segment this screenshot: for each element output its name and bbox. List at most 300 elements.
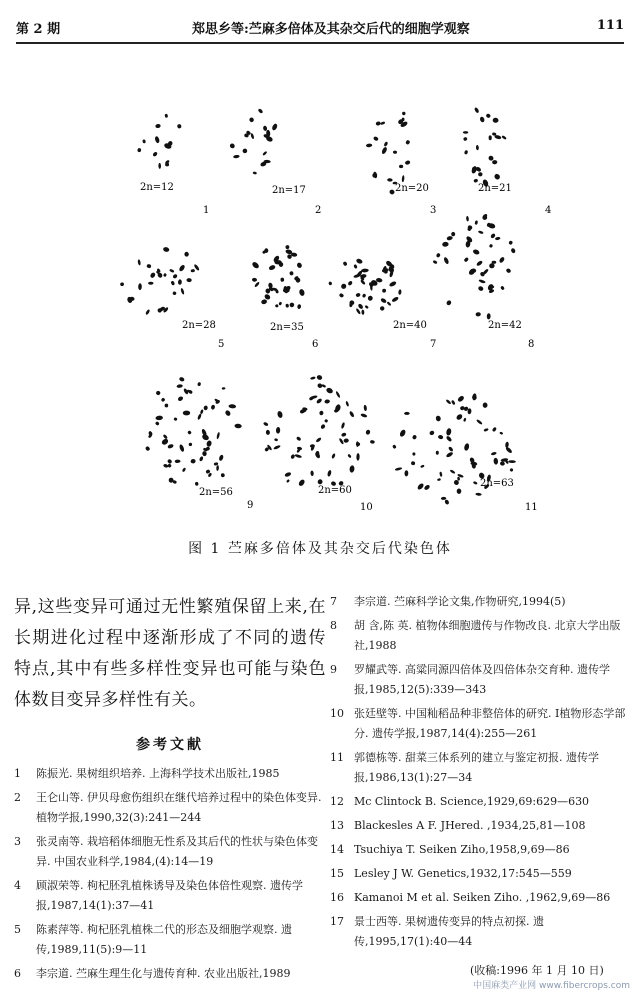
chromosome-mark (340, 283, 347, 290)
chromosome-mark (199, 456, 204, 462)
chromosome-panel-9 (145, 376, 254, 511)
chromosome-mark (158, 163, 161, 169)
chromosome-mark (183, 411, 190, 416)
chromosome-mark (370, 440, 375, 444)
chromosome-mark (347, 454, 351, 459)
chromosome-mark (197, 382, 201, 386)
chromosome-mark (487, 313, 491, 319)
chromosome-mark (479, 116, 485, 123)
chromosome-mark (327, 470, 332, 477)
chromosome-panel-7 (328, 258, 436, 350)
chromosome-mark (393, 150, 397, 154)
chromosome-mark (474, 107, 480, 114)
chromosome-mark (145, 446, 151, 452)
chromosome-mark (197, 413, 202, 420)
chromosome-count-label: 2n=60 (318, 485, 352, 496)
chromosome-mark (178, 279, 182, 285)
chromosome-count-label: 2n=40 (393, 320, 427, 331)
chromosome-mark (380, 306, 385, 311)
chromosome-mark (366, 143, 373, 147)
chromosome-mark (492, 160, 498, 165)
reference-number: 4 (14, 879, 21, 892)
chromosome-mark (451, 232, 455, 237)
reference-number: 17 (330, 915, 344, 928)
chromosome-mark (278, 301, 282, 305)
chromosome-mark (491, 452, 497, 456)
chromosome-mark (423, 484, 430, 491)
chromosome-mark (435, 415, 441, 422)
reference-item (330, 912, 630, 952)
chromosome-mark (341, 432, 347, 437)
chromosome-mark (155, 390, 160, 395)
chromosome-mark (216, 465, 219, 471)
chromosome-mark (195, 482, 199, 486)
chromosome-mark (389, 280, 397, 287)
chromosome-mark (190, 269, 195, 273)
chromosome-mark (457, 488, 462, 493)
chromosome-mark (489, 263, 495, 268)
chromosome-mark (173, 417, 177, 421)
chromosome-mark (399, 429, 407, 438)
panel-number: 10 (360, 502, 373, 513)
chromosome-mark (296, 436, 302, 441)
references-heading: 参考文献 (136, 737, 204, 753)
chromosome-mark (286, 479, 290, 483)
reference-item (14, 964, 326, 984)
panel-number: 3 (430, 205, 437, 216)
chromosome-mark (154, 136, 160, 144)
chromosome-mark (206, 440, 212, 447)
reference-text: 张廷壁等. 中国籼稻品种非整倍体的研究. Ⅰ植物形态学部分. 遗传学报,1987,14(4):255—261 (354, 707, 626, 740)
chromosome-mark (478, 279, 486, 284)
chromosome-mark (280, 277, 284, 281)
chromosome-mark (355, 292, 361, 297)
chromosome-count-label: 2n=63 (480, 478, 514, 489)
chromosome-mark (273, 445, 281, 451)
chromosome-mark (356, 453, 359, 461)
chromosome-panel-2 (229, 108, 321, 216)
chromosome-mark (228, 404, 236, 409)
chromosome-mark (451, 400, 456, 406)
chromosome-mark (189, 443, 192, 446)
chromosome-mark (165, 404, 169, 408)
chromosome-mark (463, 257, 469, 263)
chromosome-mark (446, 451, 454, 458)
chromosome-mark (179, 444, 185, 452)
panel-number: 7 (430, 339, 437, 350)
panel-number: 5 (218, 339, 225, 350)
chromosome-mark (505, 442, 509, 449)
chromosome-mark (495, 236, 501, 240)
body-paragraph: 异,这些变异可通过无性繁殖保留上来,在长期进化过程中逐渐形成了不同的遗传特点,其中有些多样性变异也可能与染色体数目变异多样性有关。 (14, 597, 326, 710)
chromosome-mark (474, 220, 478, 225)
panel-number: 6 (312, 339, 319, 350)
reference-number: 1 (14, 767, 21, 780)
chromosome-mark (437, 478, 441, 481)
figure-caption: 图 1 苎麻多倍体及其杂交后代染色体 (188, 541, 452, 557)
page-number: 111 (596, 18, 624, 33)
reference-number: 10 (330, 707, 344, 720)
chromosome-mark (448, 446, 454, 452)
reference-number: 3 (14, 835, 21, 848)
chromosome-mark (274, 438, 278, 441)
chromosome-mark (319, 410, 324, 415)
chromosome-mark (172, 273, 178, 279)
chromosome-mark (455, 413, 463, 421)
chromosome-figure (0, 50, 640, 530)
chromosome-mark (429, 430, 435, 436)
chromosome-mark (277, 410, 284, 418)
chromosome-mark (345, 401, 349, 407)
chromosome-mark (387, 178, 393, 182)
reference-item (14, 788, 326, 828)
chromosome-mark (485, 113, 491, 118)
chromosome-mark (249, 117, 255, 123)
panel-number: 9 (247, 500, 254, 511)
chromosome-figure-svg (0, 50, 640, 530)
chromosome-mark (411, 461, 415, 465)
chromosome-mark (446, 236, 453, 241)
chromosome-mark (224, 409, 231, 416)
chromosome-mark (216, 432, 220, 440)
chromosome-mark (404, 470, 408, 476)
chromosome-mark (500, 285, 505, 290)
chromosome-panel-10 (263, 374, 375, 513)
reference-item (330, 888, 630, 908)
chromosome-mark (477, 285, 484, 291)
chromosome-count-label: 2n=35 (270, 322, 304, 333)
received-date: (收稿:1996 年 1 月 10 日) (470, 964, 604, 977)
chromosome-mark (441, 497, 447, 500)
chromosome-mark (349, 411, 355, 418)
references-list-left (14, 764, 326, 984)
chromosome-mark (177, 124, 182, 129)
chromosome-mark (170, 280, 175, 285)
chromosome-mark (386, 301, 391, 306)
chromosome-mark (297, 304, 302, 309)
chromosome-mark (508, 240, 513, 245)
chromosome-mark (161, 438, 170, 446)
chromosome-mark (476, 260, 483, 267)
chromosome-mark (137, 259, 141, 265)
chromosome-mark (284, 471, 292, 477)
chromosome-mark (353, 264, 357, 269)
chromosome-mark (446, 428, 452, 436)
chromosome-mark (190, 458, 196, 464)
chromosome-mark (505, 268, 511, 274)
chromosome-mark (310, 470, 314, 476)
left-column (14, 592, 326, 988)
chromosome-mark (478, 230, 484, 234)
chromosome-mark (268, 264, 276, 271)
chromosome-mark (463, 131, 468, 134)
chromosome-mark (417, 482, 425, 490)
chromosome-mark (476, 419, 483, 425)
chromosome-mark (493, 173, 501, 181)
chromosome-mark (420, 464, 425, 468)
chromosome-mark (167, 463, 172, 468)
chromosome-panel-8 (433, 213, 535, 350)
chromosome-mark (383, 141, 388, 147)
chromosome-mark (314, 451, 321, 459)
chromosome-mark (399, 165, 403, 169)
reference-item (330, 816, 630, 836)
chromosome-mark (263, 125, 268, 131)
chromosome-mark (382, 289, 386, 293)
chromosome-mark (489, 244, 493, 248)
reference-number: 9 (330, 663, 337, 676)
chromosome-mark (342, 261, 347, 266)
chromosome-mark (361, 309, 364, 314)
reference-text: Tsuchiya T. Seiken Ziho,1958,9,69—86 (354, 843, 570, 856)
panel-number: 4 (545, 205, 552, 216)
chromosome-count-label: 2n=20 (395, 183, 429, 194)
chromosome-mark (233, 155, 240, 159)
chromosome-mark (476, 145, 479, 150)
chromosome-mark (200, 409, 204, 414)
chromosome-mark (148, 282, 153, 285)
chromosome-mark (179, 376, 185, 382)
reference-text: 李宗道. 苎麻科学论文集,作物研究,1994(5) (354, 595, 566, 608)
chromosome-mark (324, 419, 328, 423)
chromosome-mark (187, 430, 192, 435)
chromosome-mark (360, 413, 367, 418)
chromosome-mark (316, 398, 323, 405)
chromosome-mark (289, 302, 295, 308)
chromosome-mark (320, 424, 326, 430)
chromosome-mark (298, 479, 306, 487)
chromosome-mark (120, 282, 125, 286)
chromosome-mark (466, 216, 469, 222)
chromosome-mark (296, 262, 303, 269)
chromosome-mark (392, 444, 397, 449)
chromosome-mark (167, 458, 173, 464)
chromosome-mark (362, 293, 367, 298)
chromosome-count-label: 2n=28 (182, 320, 216, 331)
reference-number: 2 (14, 791, 21, 804)
chromosome-mark (375, 121, 381, 126)
running-title: 郑思乡等:苎麻多倍体及其杂交后代的细胞学观察 (192, 22, 470, 37)
chromosome-mark (500, 461, 505, 466)
reference-text: Lesley J W. Genetics,1932,17:545—559 (354, 867, 572, 880)
reference-number: 5 (14, 923, 21, 936)
reference-text: 张灵南等. 栽培稻体细胞无性系及其后代的性状与染色体变异. 中国农业科学,1984,(4):14—19 (36, 835, 318, 868)
chromosome-mark (464, 150, 468, 155)
chromosome-mark (328, 281, 332, 285)
chromosome-mark (490, 233, 496, 239)
chromosome-mark (294, 454, 302, 459)
chromosome-mark (234, 424, 241, 429)
chromosome-count-label: 2n=17 (272, 185, 306, 196)
chromosome-mark (355, 442, 360, 447)
reference-text: 景士西等. 果树遗传变异的特点初探. 遗传,1995,17(1):40—44 (354, 915, 544, 948)
reference-text: 胡 含,陈 英. 植物体细胞遗传与作物改良. 北京大学出版社,1988 (354, 619, 621, 652)
chromosome-mark (355, 308, 361, 315)
chromosome-mark (276, 427, 281, 434)
chromosome-mark (446, 299, 452, 306)
chromosome-panel-3 (366, 112, 437, 216)
chromosome-mark (177, 396, 184, 402)
chromosome-mark (335, 391, 341, 398)
chromosome-mark (262, 151, 267, 156)
chromosome-mark (402, 112, 406, 116)
chromosome-mark (472, 249, 480, 256)
reference-item (330, 704, 630, 744)
chromosome-mark (478, 172, 483, 176)
chromosome-mark (492, 427, 497, 433)
chromosome-mark (165, 114, 169, 118)
chromosome-mark (450, 469, 456, 474)
chromosome-mark (475, 493, 481, 496)
chromosome-mark (380, 121, 385, 125)
reference-number: 12 (330, 795, 344, 808)
chromosome-mark (473, 481, 478, 485)
chromosome-mark (315, 437, 322, 443)
chromosome-mark (266, 430, 271, 435)
chromosome-mark (290, 454, 295, 460)
reference-item (330, 616, 630, 656)
right-column (330, 592, 630, 956)
reference-item (330, 748, 630, 788)
chromosome-mark (361, 268, 369, 272)
reference-text: 顾淑荣等. 枸杞胚乳植株诱导及染色体倍性观察. 遗传学报,1987,14(1):37—41 (36, 879, 303, 912)
chromosome-panel-6 (251, 245, 318, 350)
chromosome-mark (155, 421, 160, 426)
chromosome-mark (405, 160, 411, 165)
chromosome-mark (444, 499, 450, 505)
chromosome-mark (475, 312, 481, 317)
chromosome-mark (365, 429, 371, 435)
chromosome-mark (325, 387, 333, 394)
chromosome-mark (363, 405, 367, 412)
chromosome-mark (253, 171, 258, 174)
chromosome-mark (146, 264, 151, 269)
chromosome-mark (155, 124, 161, 129)
chromosome-mark (398, 289, 402, 295)
chromosome-mark (222, 387, 226, 390)
chromosome-mark (498, 256, 505, 263)
reference-item (14, 764, 326, 784)
chromosome-mark (499, 431, 503, 435)
chromosome-mark (163, 246, 170, 252)
chromosome-mark (254, 281, 260, 287)
chromosome-mark (275, 304, 279, 308)
reference-text: 王仑山等. 伊贝母愈伤组织在继代培养过程中的染色体变异. 植物学报,1990,32(3):241—244 (36, 791, 322, 824)
reference-item (330, 660, 630, 700)
chromosome-mark (402, 175, 405, 182)
chromosome-mark (457, 477, 460, 481)
chromosome-mark (297, 446, 303, 450)
reference-text: Mc Clintock B. Science,1929,69:629—630 (354, 795, 590, 808)
chromosome-mark (395, 467, 403, 471)
chromosome-mark (221, 473, 225, 477)
chromosome-mark (176, 384, 183, 388)
reference-text: 郭德栋等. 甜菜三体系列的建立与鉴定初报. 遗传学报,1986,13(1):27—34 (354, 751, 599, 784)
watermark: 中国麻类产业网 www.fibercrops.com (473, 981, 630, 991)
chromosome-mark (142, 139, 146, 143)
panel-number: 11 (525, 502, 538, 513)
chromosome-mark (178, 264, 186, 272)
chromosome-mark (464, 443, 470, 451)
reference-item (14, 920, 326, 960)
chromosome-mark (180, 288, 185, 295)
chromosome-mark (446, 435, 453, 442)
reference-item (330, 840, 630, 860)
chromosome-mark (317, 383, 323, 389)
chromosome-mark (445, 399, 451, 405)
chromosome-mark (229, 143, 236, 150)
chromosome-mark (357, 303, 364, 310)
chromosome-mark (257, 108, 263, 114)
chromosome-mark (252, 278, 257, 282)
reference-number: 14 (330, 843, 344, 856)
chromosome-mark (186, 278, 191, 282)
chromosome-mark (382, 268, 389, 273)
chromosome-mark (381, 146, 388, 154)
chromosome-mark (405, 140, 410, 146)
reference-number: 7 (330, 595, 337, 608)
reference-number: 13 (330, 819, 344, 832)
chromosome-mark (338, 438, 344, 445)
chromosome-count-label: 2n=12 (140, 182, 174, 193)
chromosome-mark (167, 443, 174, 449)
chromosome-mark (442, 242, 449, 247)
chromosome-mark (152, 151, 158, 157)
chromosome-mark (268, 282, 273, 289)
chromosome-mark (341, 422, 346, 429)
chromosome-mark (339, 293, 345, 298)
chromosome-mark (364, 305, 368, 309)
chromosome-mark (317, 479, 323, 485)
chromosome-mark (263, 422, 269, 427)
reference-text: Blackesles A F. JHered. ,1934,25,81—108 (354, 819, 586, 832)
chromosome-panel-5 (120, 246, 225, 350)
chromosome-mark (210, 404, 215, 410)
chromosome-mark (316, 374, 323, 380)
chromosome-mark (412, 452, 415, 455)
chromosome-mark (472, 393, 477, 400)
chromosome-mark (242, 148, 248, 154)
chromosome-mark (283, 288, 290, 292)
chromosome-mark (203, 405, 208, 410)
panel-number: 8 (528, 339, 535, 350)
chromosome-mark (438, 434, 444, 439)
chromosome-mark (391, 296, 399, 303)
chromosome-mark (367, 295, 373, 301)
reference-item (330, 592, 630, 612)
reference-text: 陈素萍等. 枸杞胚乳植株二代的形态及细胞学观察. 遗传,1989,11(5):9—11 (36, 923, 292, 956)
chromosome-mark (145, 309, 150, 315)
chromosome-mark (271, 123, 278, 131)
chromosome-mark (343, 438, 349, 443)
page-header (16, 18, 624, 38)
chromosome-mark (172, 291, 176, 295)
chromosome-mark (155, 415, 163, 420)
reference-text: 罗耀武等. 高粱同源四倍体及四倍体杂交育种. 遗传学报,1985,12(5):339—343 (354, 663, 610, 696)
chromosome-mark (182, 467, 186, 472)
reference-text: Kamanoi M et al. Seiken Ziho. ,1962,9,69—86 (354, 891, 611, 904)
chromosome-mark (404, 412, 410, 415)
chromosome-mark (324, 399, 330, 404)
chromosome-count-label: 2n=42 (488, 320, 522, 331)
chromosome-panel-11 (392, 393, 538, 513)
reference-item (330, 864, 630, 884)
chromosome-mark (161, 397, 166, 402)
panel-number: 2 (315, 205, 322, 216)
chromosome-mark (356, 258, 364, 265)
reference-number: 15 (330, 867, 344, 880)
chromosome-mark (489, 135, 492, 140)
